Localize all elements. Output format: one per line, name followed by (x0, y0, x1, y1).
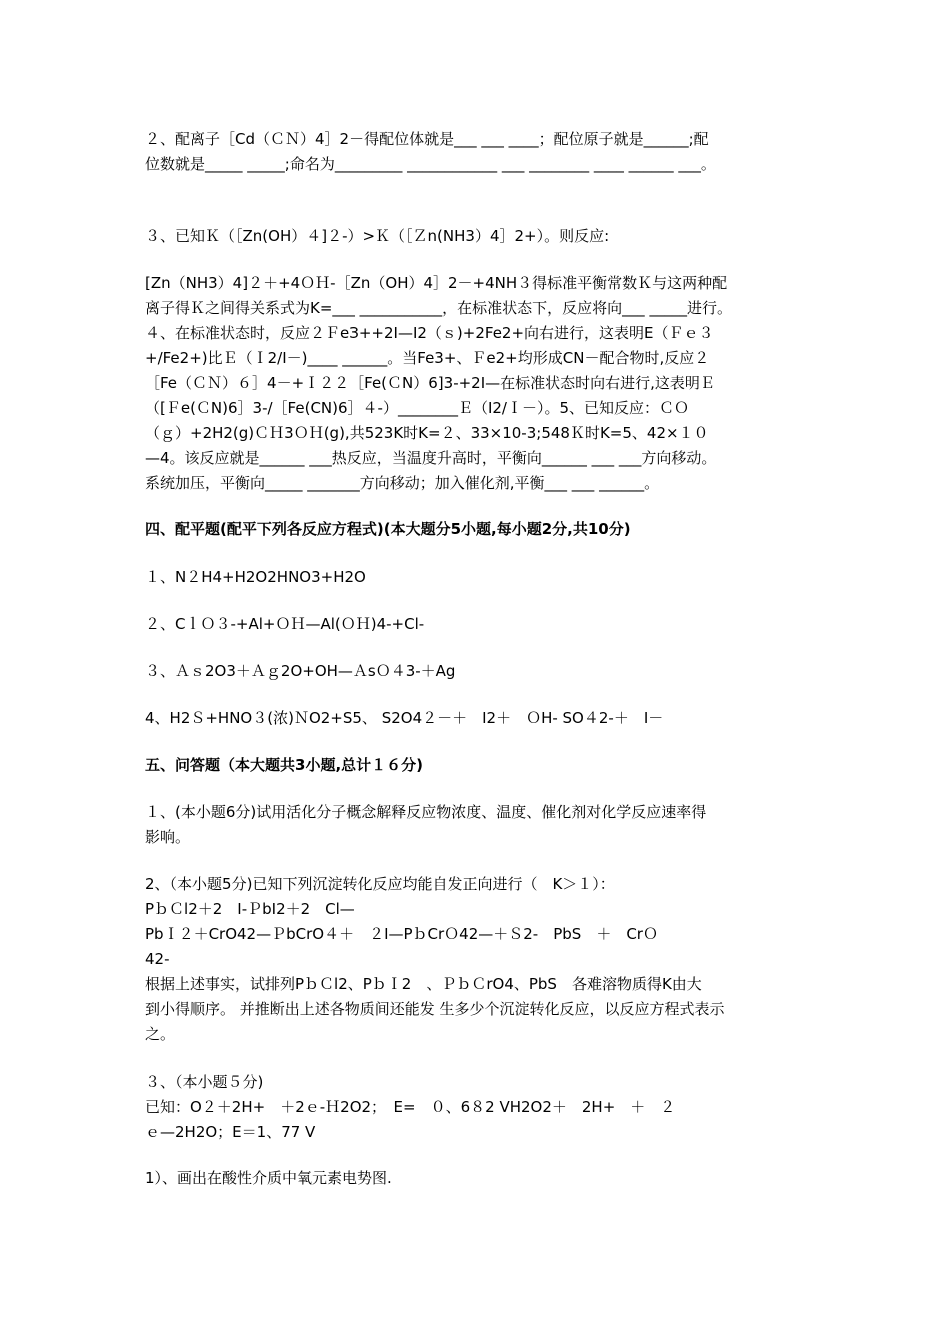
balance-item-1 (145, 565, 835, 590)
text-line: （[Ｆe(ＣN)6］3-/［Fe(CN)6］４-）________Ｅ（I2/Ｉ－）。5、已知反应：ＣＯ (145, 399, 690, 417)
text-line: 之。 (145, 1025, 176, 1043)
text-line: 四、配平题(配平下列各反应方程式)(本大题分5小题,每小题2分,共10分) (145, 520, 631, 538)
qa-question-1 (145, 800, 835, 850)
text-line: 位数就是_____ _____;命名为_________ ____________ ___ ________ ____ ______ ___。 (145, 155, 716, 173)
text-line: ３、（本小题５分) (145, 1073, 264, 1091)
question-2-cd-complex (145, 127, 835, 177)
text-line: ３、Ａｓ2O3＋Ａｇ2O+OH—ＡsＯ４3-＋Ag (145, 662, 456, 680)
question-3-4-5-body (145, 271, 835, 496)
text-line: 离子得Ｋ之间得关系式为K=___ ___________，在标准状态下，反应将向___ _____进行。 (145, 299, 732, 317)
question-3-prompt (145, 224, 835, 249)
text-line: 42- (145, 950, 170, 968)
text-line: 1）、画出在酸性介质中氧元素电势图. (145, 1169, 392, 1187)
text-line: —4。该反应就是______ ___热反应，当温度升高时，平衡向______ ___ ___方向移动。 (145, 449, 717, 467)
text-line: 到小得顺序。 并推断出上述各物质间还能发 生多少个沉淀转化反应，以反应方程式表示 (145, 1000, 725, 1018)
balance-item-4 (145, 706, 835, 731)
text-line: １、(本小题6分)试用活化分子概念解释反应物浓度、温度、催化剂对化学反应速率得 (145, 803, 707, 821)
qa-question-3 (145, 1070, 835, 1145)
text-line: +/Fe2+)比Ｅ（Ｉ2/I－)____ ______。当Fe3+、Ｆe2+均形成CN－配合物时,反应２ (145, 349, 710, 367)
text-line: PｂＣl2＋2 I-ＰbI2＋2 Cl— (145, 900, 355, 918)
qa-question-3-part-1 (145, 1166, 835, 1191)
text-line: 系统加压，平衡向_____ _______方向移动；加入催化剂,平衡___ ___ ______。 (145, 474, 660, 492)
text-line: （ｇ）+2H2(g)ＣＨ3ＯＨ(g),共523K时K=２、33×10-3;548Ｋ时K=5、42×１０ (145, 424, 709, 442)
text-line: [Zn（NH3）4]２＋+4ＯＨ-［Zn（OH）4］2－+4NH３得标准平衡常数Ｋ与这两种配 (145, 274, 728, 292)
text-line: 2、（本小题5分)已知下列沉淀转化反应均能自发正向进行（ K＞１）： (145, 875, 615, 893)
text-line: 影响。 (145, 828, 191, 846)
text-line: ２、CｌＯ３-+Al+ＯＨ—Al(ＯＨ)4-+Cl- (145, 615, 425, 633)
balance-item-2 (145, 612, 835, 637)
section-4-heading (145, 517, 835, 542)
section-5-heading (145, 753, 835, 778)
text-line: 4、H2Ｓ+HNO３(浓)ＮO2+S5、 S2O4２－＋ I2＋ ＯH- SO４2-＋ I－ (145, 709, 664, 727)
text-line: PbＩ２＋CrO42—ＰbCrO４＋ ２I—PｂCrＯ42—＋Ｓ2- PbS ＋ CrＯ (145, 925, 658, 943)
text-line: ｅ—2H2O；E＝1、77 V (145, 1123, 316, 1141)
text-line: １、N２H4+H2O2HNO3+H2O (145, 568, 366, 586)
text-line: 根据上述事实，试排列PｂＣl2、PｂＩ2 、ＰｂＣrO4、PbS 各难溶物质得K由大 (145, 975, 702, 993)
text-line: ３、已知Ｋ（［Zn(OH）４]２-）>Ｋ（［Ｚn(NH3）4］2+）。则反应: (145, 227, 610, 245)
qa-question-2 (145, 872, 835, 1047)
text-line: ２、配离子［Cd（ＣＮ）4］2－得配位体就是___ ___ ____；配位原子就是______;配 (145, 130, 709, 148)
text-line: 已知：O２＋2H+ ＋2ｅ-Ｈ2O2； E= ０、6８2 VH2O2＋ 2H+ ＋ ２ (145, 1098, 676, 1116)
text-line: 五、问答题（本大题共3小题,总计１６分) (145, 756, 423, 774)
text-line: ４、在标准状态时，反应２ＦeЗ++2I—I2（ｓ)+2Fe2+向右进行，这表明E（Ｆｅ３ (145, 324, 714, 342)
balance-item-3 (145, 659, 835, 684)
text-line: ［Fe（ＣＮ）６］4－+Ｉ２２［Fe(ＣN）6]3-+2I—在标准状态时向右进行,这表明Ｅ (145, 374, 715, 392)
